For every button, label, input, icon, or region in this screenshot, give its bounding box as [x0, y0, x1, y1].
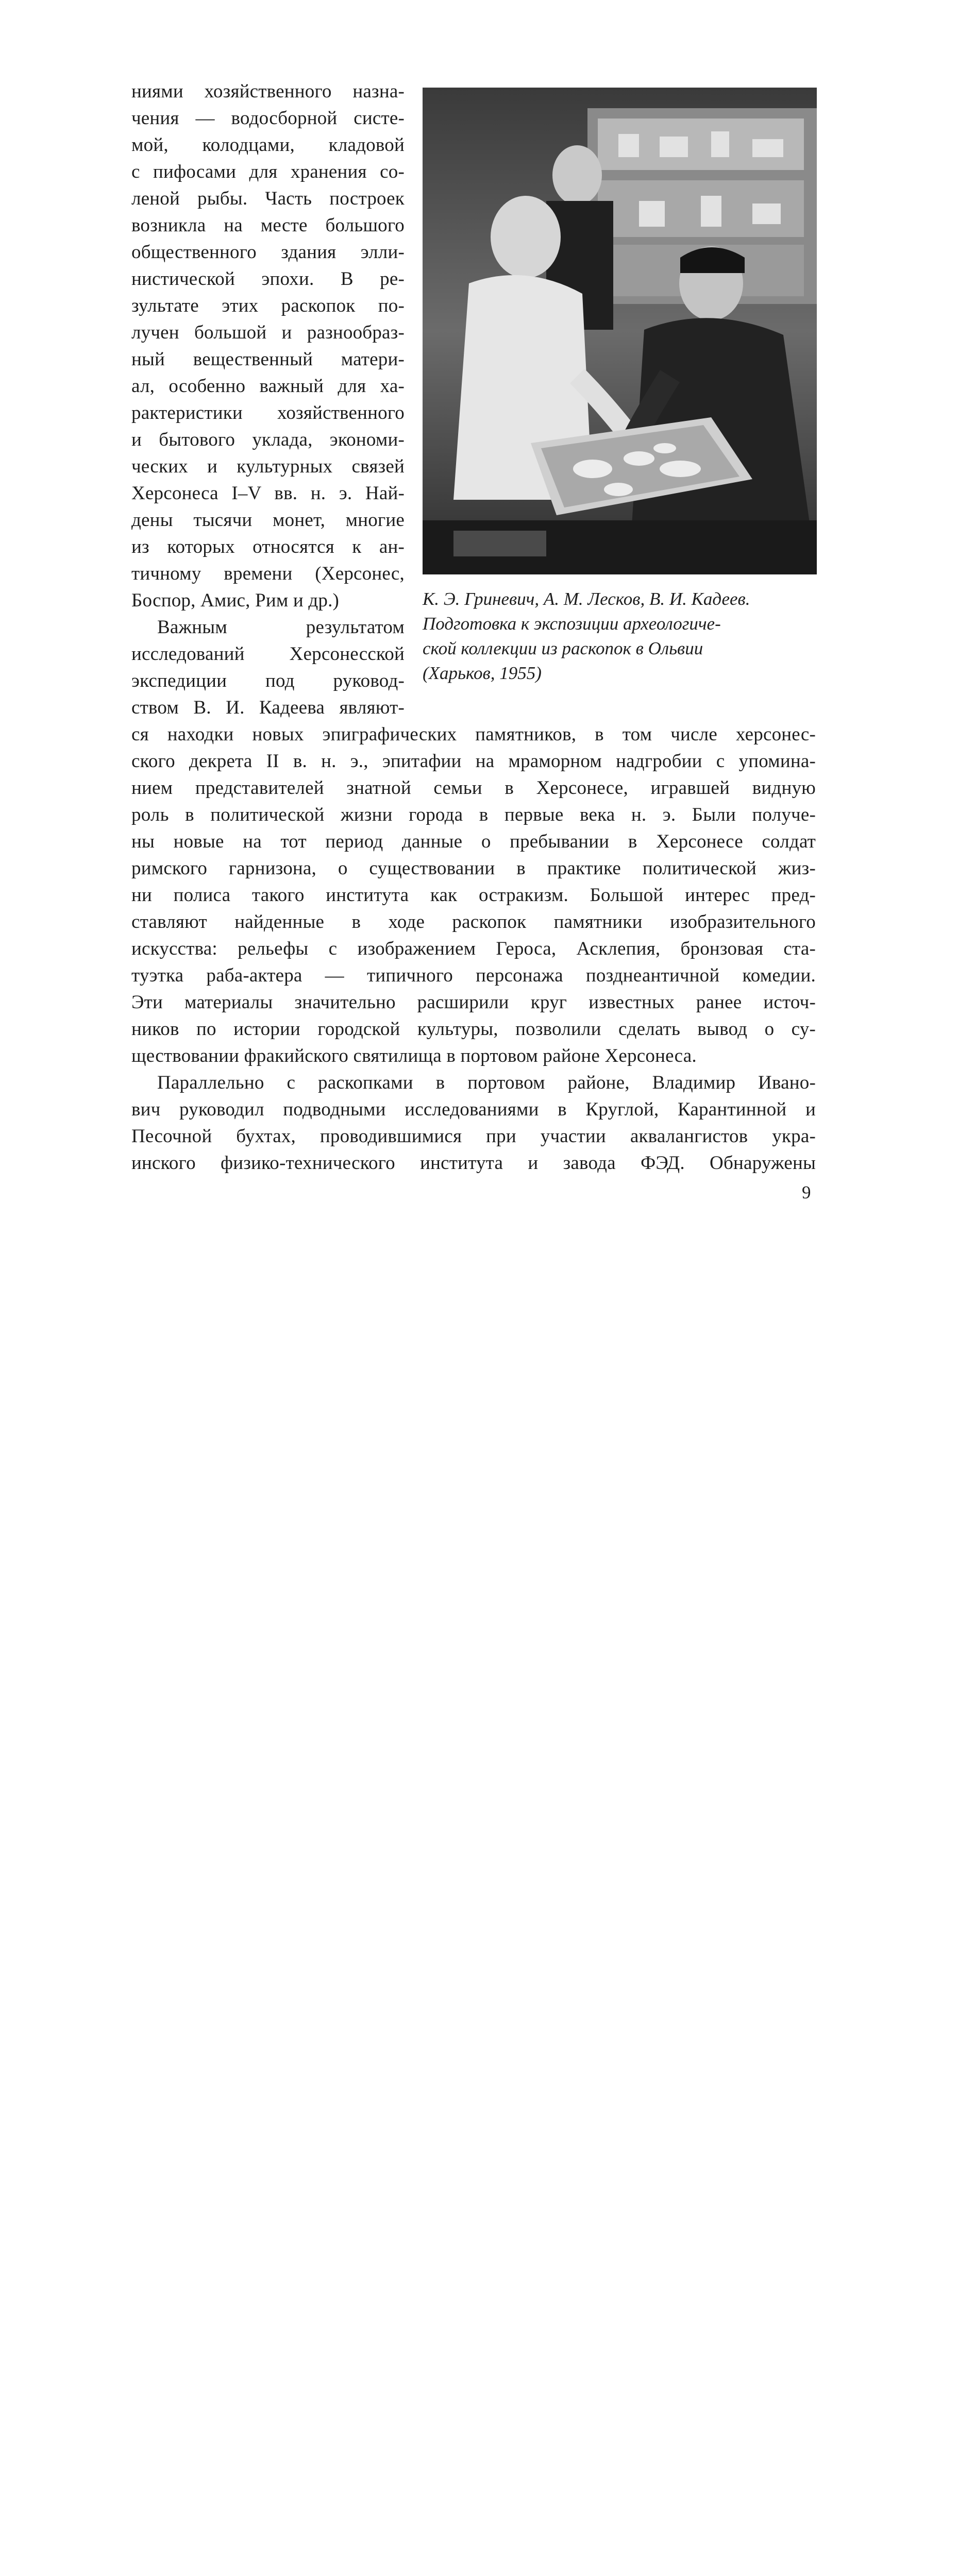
text-line: ников по истории городской культуры, позволили сделать вывод о су- — [131, 1019, 816, 1040]
text-line: ческих и культурных связей — [131, 456, 405, 477]
text-line: нием представителей знатной семьи в Херсонесе, игравшей видную — [131, 777, 816, 799]
photo-caption-line: ской коллекции из раскопок в Ольвии — [423, 638, 703, 658]
text-line: ный вещественный матери- — [131, 349, 405, 370]
text-line: ставляют найденные в ходе раскопок памятники изобразительного — [131, 911, 816, 933]
text-line: исследований Херсонесской — [131, 643, 405, 665]
text-line: Песочной бухтах, проводившимися при участии аквалангистов укра- — [131, 1126, 816, 1147]
text-line: инского физико-технического института и завода ФЭД. Обнаружены — [131, 1153, 816, 1174]
text-line: ни полиса такого института как остракизм. Большой интерес пред- — [131, 885, 816, 906]
archive-photo — [423, 88, 817, 574]
text-line: ского декрета II в. н. э., эпитафии на мраморном надгробии с упомина- — [131, 751, 816, 772]
text-line: ся находки новых эпиграфических памятников, в том числе херсонес- — [131, 724, 816, 745]
text-line: чения — водосборной систе- — [131, 108, 405, 129]
text-line: искусства: рельефы с изображением Героса, Асклепия, бронзовая ста- — [131, 938, 816, 959]
text-line: Важным результатом — [157, 617, 405, 638]
text-line: мой, колодцами, кладовой — [131, 134, 405, 156]
text-line: ществовании фракийского святилища в портовом районе Херсонеса. — [131, 1045, 697, 1066]
text-line: Параллельно с раскопками в портовом районе, Владимир Ивано- — [157, 1072, 816, 1093]
text-line: из которых относятся к ан- — [131, 536, 405, 557]
text-line: роль в политической жизни города в первые века н. э. Были получе- — [131, 804, 816, 825]
text-line: и бытового уклада, экономи- — [131, 429, 405, 450]
text-line: дены тысячи монет, многие — [131, 510, 405, 531]
photo-illustration — [423, 88, 817, 574]
text-line: общественного здания элли- — [131, 242, 405, 263]
text-line: Херсонеса I–V вв. н. э. Най- — [131, 483, 405, 504]
text-line: зультате этих раскопок по- — [131, 295, 405, 316]
photo-caption-line: (Харьков, 1955) — [423, 663, 542, 683]
text-line: римского гарнизона, о существовании в практике политической жиз- — [131, 858, 816, 879]
text-line: туэтка раба-актера — типичного персонажа позднеантичной комедии. — [131, 965, 816, 986]
text-line: вич руководил подводными исследованиями в Круглой, Карантинной и — [131, 1099, 816, 1120]
page-number: 9 — [802, 1182, 811, 1202]
text-line: тичному времени (Херсонес, — [131, 563, 405, 584]
text-line: с пифосами для хранения со- — [131, 161, 405, 182]
text-line: ал, особенно важный для ха- — [131, 376, 405, 397]
text-line: ством В. И. Кадеева являют- — [131, 697, 405, 718]
text-line: ниями хозяйственного назна- — [131, 81, 405, 102]
text-line: возникла на месте большого — [131, 215, 405, 236]
text-line: Эти материалы значительно расширили круг известных ранее источ- — [131, 992, 816, 1013]
text-line: экспедиции под руковод- — [131, 670, 405, 691]
text-line: рактеристики хозяйственного — [131, 402, 405, 423]
text-line: ны новые на тот период данные о пребывании в Херсонесе солдат — [131, 831, 816, 852]
text-line: леной рыбы. Часть построек — [131, 188, 405, 209]
photo-caption-line: К. Э. Гриневич, А. М. Лесков, В. И. Кадеев. — [423, 589, 750, 609]
text-line: Боспор, Амис, Рим и др.) — [131, 590, 340, 611]
photo-caption-line: Подготовка к экспозиции археологиче- — [423, 614, 721, 634]
text-line: нистической эпохи. В ре- — [131, 268, 405, 290]
text-line: лучен большой и разнообраз- — [131, 322, 405, 343]
